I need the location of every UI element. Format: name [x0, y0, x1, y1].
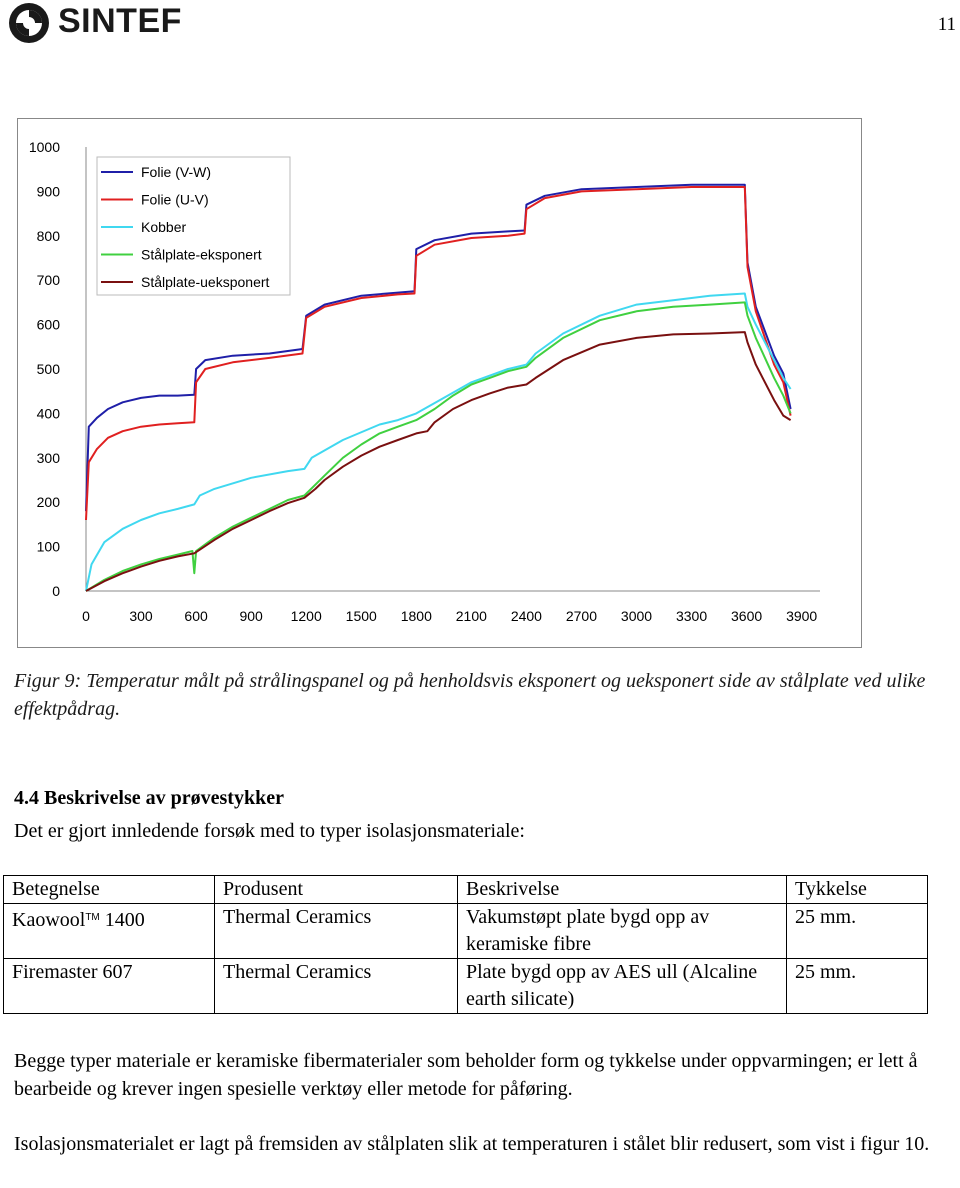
- cell-produsent: Thermal Ceramics: [215, 959, 458, 1014]
- legend-label: Stålplate-eksponert: [141, 246, 262, 263]
- y-tick-label: 900: [36, 183, 60, 200]
- y-tick-label: 100: [36, 538, 60, 555]
- y-tick-label: 300: [36, 449, 60, 466]
- x-tick-label: 2100: [455, 608, 487, 624]
- material-name: Kaowool: [12, 909, 86, 931]
- legend-label: Folie (V-W): [141, 164, 211, 180]
- x-tick-label: 1800: [400, 608, 432, 624]
- y-tick-label: 200: [36, 494, 60, 511]
- y-tick-label: 0: [52, 583, 60, 599]
- y-tick-label: 800: [36, 227, 60, 244]
- paragraph: Isolasjonsmaterialet er lagt på fremsiden av stålplaten slik at temperaturen i stålet blir redusert, som vist i figur 10.: [14, 1133, 930, 1155]
- x-tick-label: 3300: [675, 608, 708, 624]
- materials-table: [3, 875, 928, 1014]
- y-tick-label: 1000: [28, 139, 60, 155]
- table-header-row: [4, 876, 928, 904]
- x-tick-label: 300: [129, 608, 153, 624]
- x-tick-label: 0: [82, 608, 90, 624]
- paragraph: Begge typer materiale er keramiske fibermaterialer som beholder form og tykkelse under oppvarmingen; er lett å bearbeide og krever ingen spesielle verktøy eller metode for påføring.: [14, 1050, 918, 1100]
- series-line-3: [86, 294, 791, 592]
- material-name-suffix: 1400: [99, 909, 145, 931]
- cell-betegnelse: Firemaster 607: [4, 959, 215, 1014]
- table-row: [4, 904, 928, 959]
- x-tick-label: 2700: [565, 608, 598, 624]
- x-tick-label: 3900: [786, 608, 818, 624]
- cell-betegnelse: [4, 904, 215, 959]
- legend-label: Stålplate-ueksponert: [141, 274, 270, 290]
- y-tick-label: 700: [36, 272, 60, 289]
- logo-text: SINTEF: [58, 2, 182, 40]
- x-tick-label: 3000: [620, 608, 653, 624]
- header-tykkelse: Tykkelse: [787, 876, 928, 904]
- x-tick-label: 1200: [290, 608, 322, 624]
- y-tick-label: 500: [36, 361, 60, 377]
- temperature-chart-svg: [18, 119, 861, 647]
- cell-beskrivelse: Plate bygd opp av AES ull (Alcaline earth silicate): [458, 959, 787, 1014]
- page-number: 11: [937, 14, 956, 35]
- trademark-symbol: TM: [85, 912, 100, 923]
- y-tick-label: 600: [36, 316, 60, 333]
- legend-label: Kobber: [141, 219, 187, 235]
- section-heading: 4.4 Beskrivelse av prøvestykker: [14, 787, 284, 809]
- temperature-chart: [17, 118, 862, 648]
- cell-produsent: Thermal Ceramics: [215, 904, 458, 959]
- series-line-4: [86, 302, 791, 591]
- section-intro: Det er gjort innledende forsøk med to typer isolasjonsmateriale:: [14, 820, 525, 842]
- sintef-logo: [6, 0, 216, 46]
- x-tick-label: 900: [239, 608, 263, 624]
- x-tick-label: 1500: [345, 608, 377, 624]
- header-produsent: Produsent: [215, 876, 458, 904]
- y-tick-label: 400: [36, 405, 60, 422]
- cell-beskrivelse: Vakumstøpt plate bygd opp av keramiske fibre: [458, 904, 787, 959]
- table-row: [4, 959, 928, 1014]
- x-tick-label: 3600: [731, 608, 763, 624]
- header-betegnelse: Betegnelse: [4, 876, 215, 904]
- header-beskrivelse: Beskrivelse: [458, 876, 787, 904]
- sintef-logo-icon: [6, 0, 52, 46]
- cell-tykkelse: 25 mm.: [787, 959, 928, 1014]
- x-tick-label: 2400: [510, 608, 542, 624]
- cell-tykkelse: 25 mm.: [787, 904, 928, 959]
- legend-label: Folie (U-V): [141, 191, 209, 208]
- x-tick-label: 600: [184, 608, 208, 624]
- figure-caption: Figur 9: Temperatur målt på strålingspanel og på henholdsvis eksponert og ueksponert side av stålplate ved ulike effektpådrag.: [14, 670, 926, 720]
